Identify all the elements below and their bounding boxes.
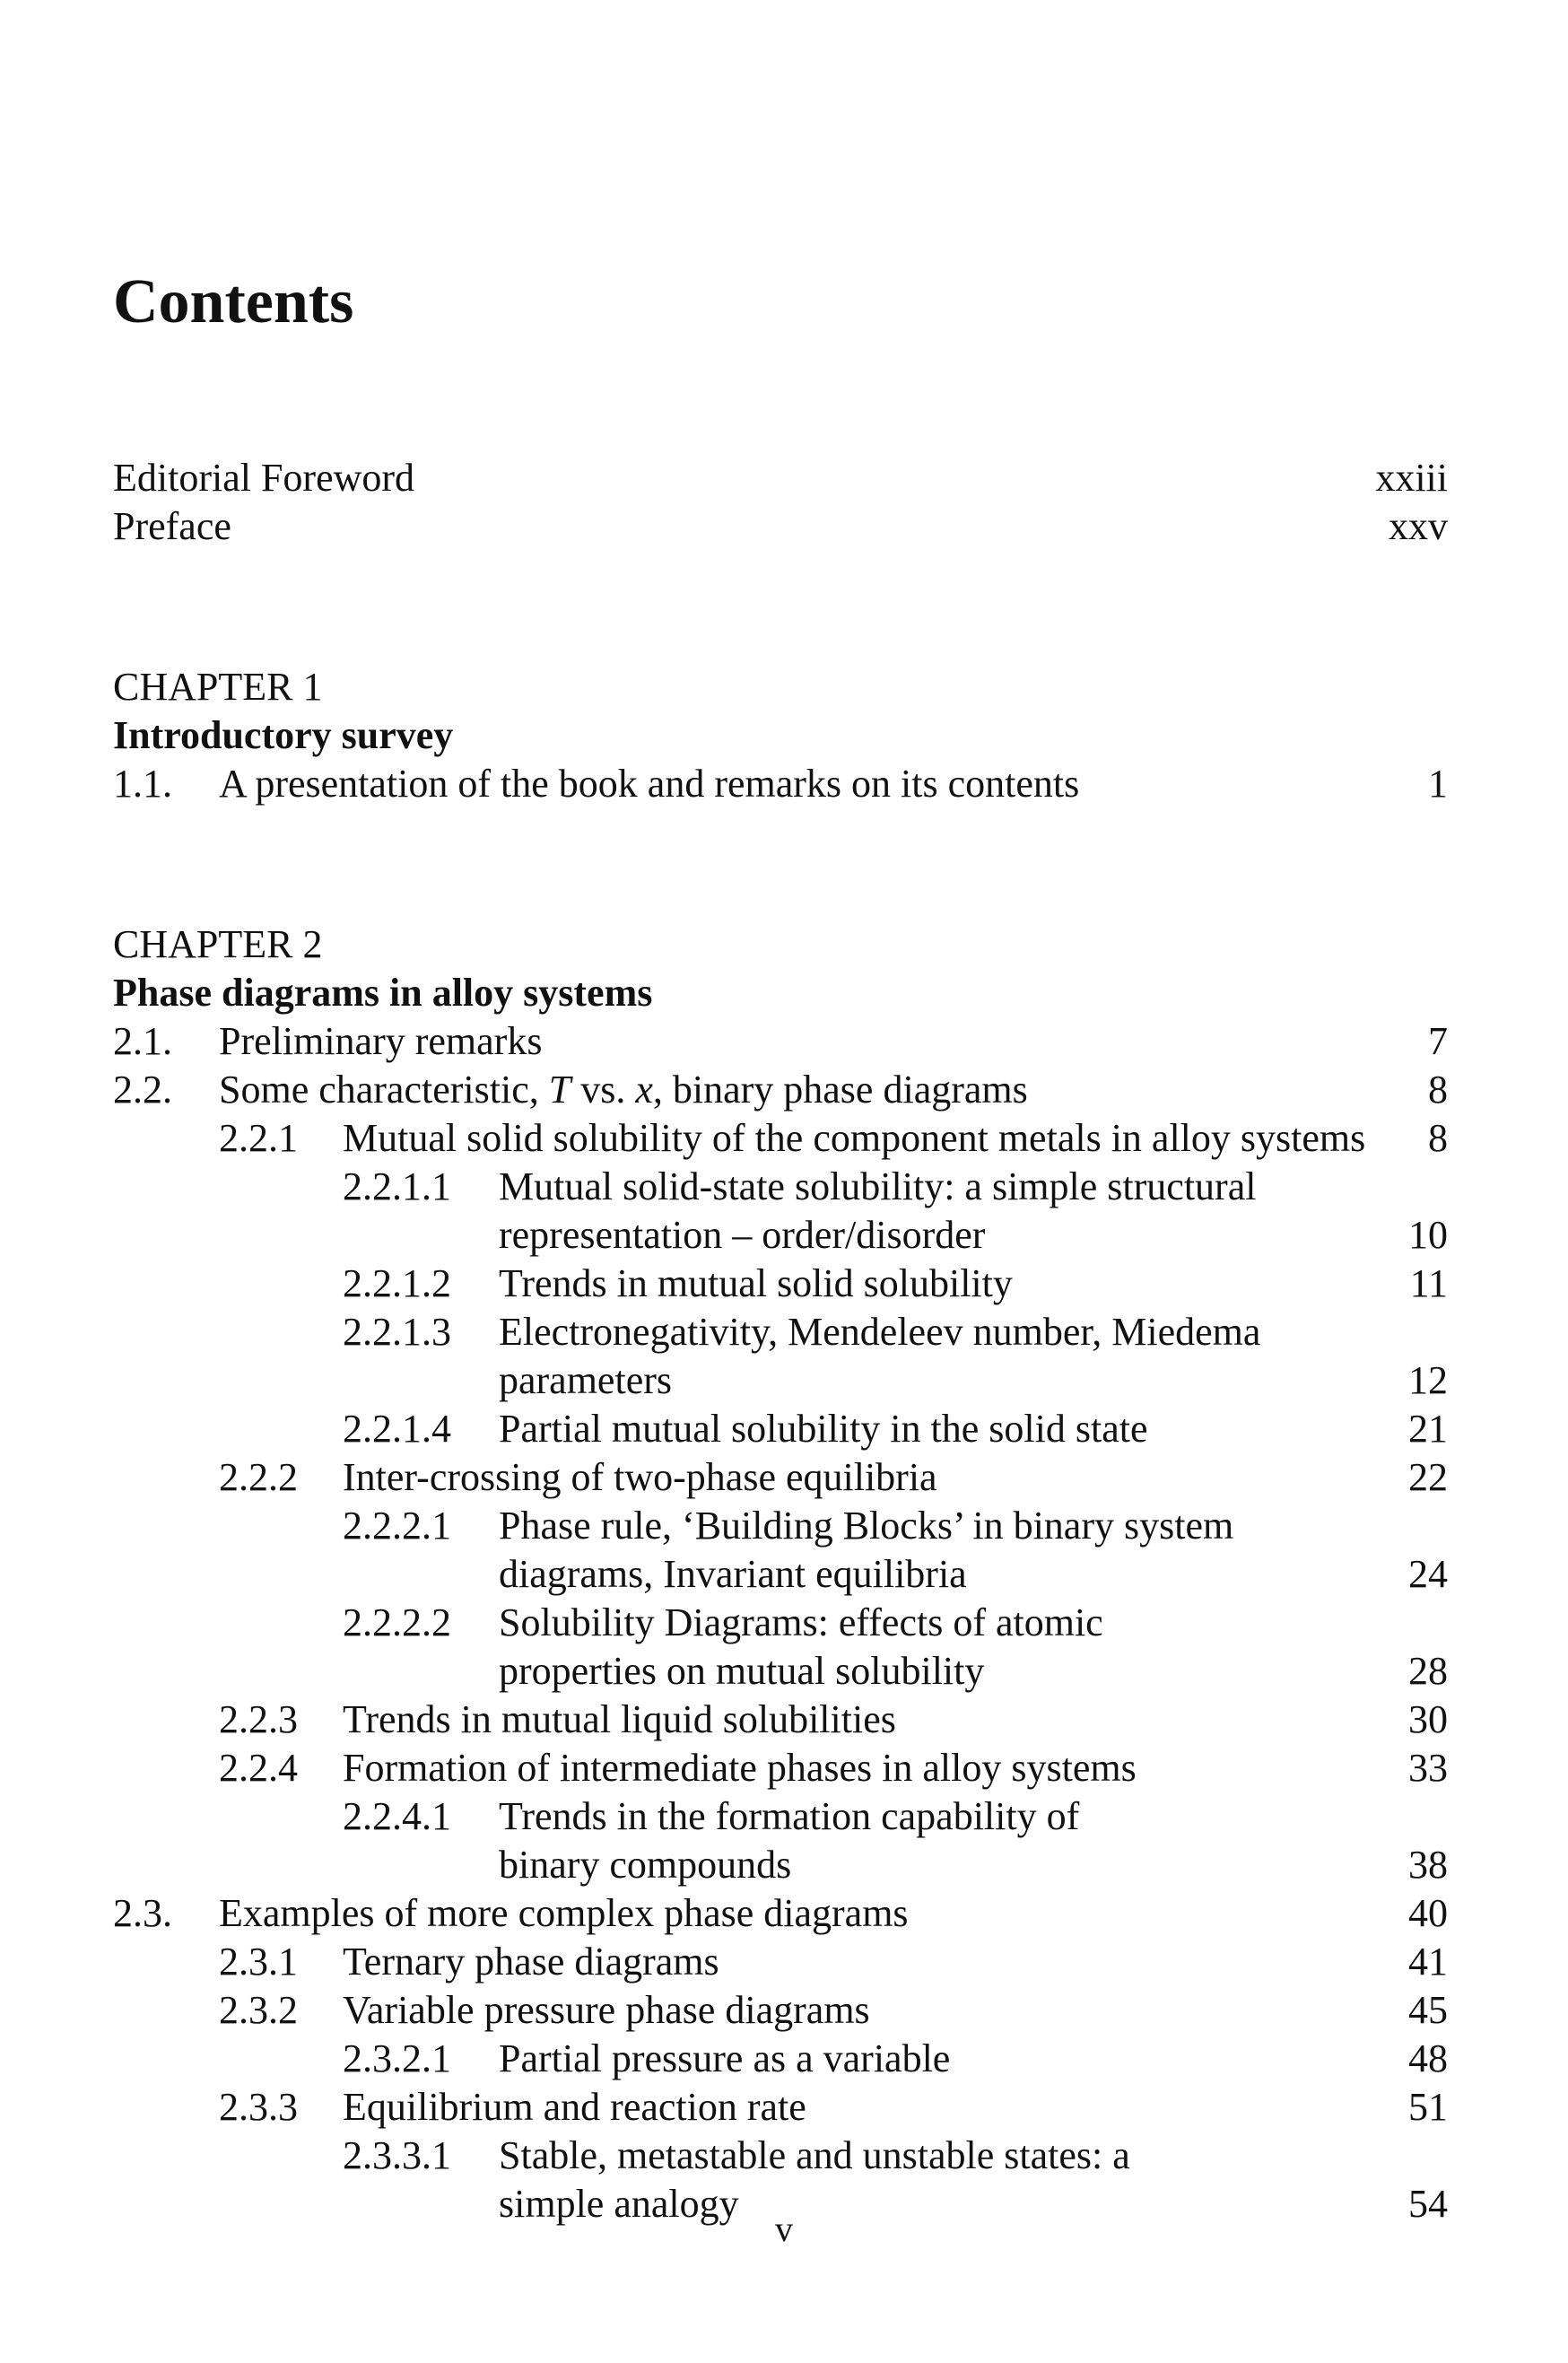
entry-number: 2.3.1 xyxy=(219,1940,298,1984)
chapter-2-title: Phase diagrams in alloy systems xyxy=(113,971,653,1015)
toc-entry-2-2[interactable] xyxy=(113,1066,1448,1114)
toc-entry-2-2-1-1-cont[interactable] xyxy=(113,1211,1448,1260)
toc-entry-2-2-4[interactable] xyxy=(113,1744,1448,1792)
entry-page: 48 xyxy=(1408,2036,1448,2080)
entry-title: Mutual solid solubility of the component metals in alloy systems xyxy=(343,1116,1366,1160)
toc-entry-2-3-2-1[interactable] xyxy=(113,2035,1448,2083)
entry-page: 1 xyxy=(1428,762,1448,806)
entry-page: 33 xyxy=(1408,1746,1448,1790)
entry-number: 2.3.3.1 xyxy=(343,2133,451,2177)
entry-page: 41 xyxy=(1408,1940,1448,1984)
entry-number: 1.1. xyxy=(113,762,172,806)
toc-entry-2-3-1[interactable] xyxy=(113,1938,1448,1986)
entry-number: 2.3.3 xyxy=(219,2085,298,2129)
entry-number: 2.2.2 xyxy=(219,1455,298,1499)
entry-title: Trends in mutual solid solubility xyxy=(499,1261,1013,1305)
toc-entry-2-3-3[interactable] xyxy=(113,2083,1448,2132)
entry-title: Preface xyxy=(113,504,231,548)
entry-page: 45 xyxy=(1408,1988,1448,2032)
entry-title-continued: diagrams, Invariant equilibria xyxy=(499,1552,967,1596)
entry-page: 7 xyxy=(1428,1019,1448,1063)
entry-number: 2.2.2.1 xyxy=(343,1504,451,1548)
entry-title: Trends in the formation capability of xyxy=(499,1794,1080,1838)
entry-title: Electronegativity, Mendeleev number, Miedema xyxy=(499,1310,1261,1354)
entry-title-continued: properties on mutual solubility xyxy=(499,1649,985,1693)
entry-page: xxiii xyxy=(1375,456,1448,500)
entry-title: Solubility Diagrams: effects of atomic xyxy=(499,1600,1103,1644)
entry-page: 8 xyxy=(1428,1068,1448,1112)
entry-page: 51 xyxy=(1408,2085,1448,2129)
entry-page: 38 xyxy=(1408,1843,1448,1887)
title-part: vs. xyxy=(571,1068,636,1112)
entry-title: Mutual solid-state solubility: a simple structural xyxy=(499,1164,1257,1208)
entry-title-continued: simple analogy xyxy=(499,2182,739,2226)
entry-title: Variable pressure phase diagrams xyxy=(343,1988,870,2032)
entry-number: 2.2.1.2 xyxy=(343,1261,451,1305)
toc-entry-2-2-1-3-cont[interactable] xyxy=(113,1356,1448,1405)
entry-number: 2.2.4 xyxy=(219,1746,298,1790)
title-var-x: x xyxy=(635,1068,653,1112)
entry-title: Phase rule, ‘Building Blocks’ in binary system xyxy=(499,1504,1234,1548)
entry-number: 2.2.1.4 xyxy=(343,1407,451,1451)
entry-page: 54 xyxy=(1408,2182,1448,2226)
toc-entry-2-2-2-1-cont[interactable] xyxy=(113,1550,1448,1599)
toc-entry-2-2-1-3[interactable] xyxy=(113,1308,1448,1356)
entry-title: Inter-crossing of two-phase equilibria xyxy=(343,1455,937,1499)
entry-title: Formation of intermediate phases in alloy systems xyxy=(343,1746,1137,1790)
chapter-1-title: Introductory survey xyxy=(113,713,454,757)
entry-number: 2.2.1 xyxy=(219,1116,298,1160)
toc-entry-preface[interactable] xyxy=(113,502,1448,551)
entry-number: 2.1. xyxy=(113,1019,172,1063)
toc-entry-2-2-3[interactable] xyxy=(113,1696,1448,1744)
page-folio: v xyxy=(775,2209,793,2249)
toc-entry-2-3-3-1[interactable] xyxy=(113,2132,1448,2180)
toc-entry-2-2-2-1[interactable] xyxy=(113,1502,1448,1550)
toc-entry-2-3-2[interactable] xyxy=(113,1986,1448,2035)
entry-title: A presentation of the book and remarks on its contents xyxy=(219,762,1080,806)
entry-title-continued: representation – order/disorder xyxy=(499,1213,986,1257)
entry-number: 2.2.1.3 xyxy=(343,1310,451,1354)
title-part: , binary phase diagrams xyxy=(652,1068,1028,1112)
entry-number: 2.2.2.2 xyxy=(343,1600,451,1644)
entry-page: xxv xyxy=(1389,504,1448,548)
entry-title: Trends in mutual liquid solubilities xyxy=(343,1697,896,1741)
entry-page: 10 xyxy=(1408,1213,1448,1257)
entry-page: 21 xyxy=(1408,1407,1448,1451)
entry-page: 28 xyxy=(1408,1649,1448,1693)
entry-title: Editorial Foreword xyxy=(113,456,415,500)
chapter-2-label: CHAPTER 2 xyxy=(113,922,323,966)
toc-entry-2-2-2-2-cont[interactable] xyxy=(113,1647,1448,1696)
entry-title: Partial mutual solubility in the solid state xyxy=(499,1407,1148,1451)
toc-entry-2-2-4-1-cont[interactable] xyxy=(113,1841,1448,1889)
toc-entry-1-1[interactable] xyxy=(113,760,1448,808)
entry-title: Stable, metastable and unstable states: a xyxy=(499,2133,1130,2177)
entry-number: 2.3.2 xyxy=(219,1988,298,2032)
page-title: Contents xyxy=(113,267,354,336)
entry-page: 11 xyxy=(1409,1261,1448,1305)
entry-title: Ternary phase diagrams xyxy=(343,1940,719,1984)
toc-entry-2-2-1[interactable] xyxy=(113,1114,1448,1163)
toc-entry-2-2-4-1[interactable] xyxy=(113,1792,1448,1841)
toc-entry-2-2-1-1[interactable] xyxy=(113,1163,1448,1211)
toc-entry-2-3[interactable] xyxy=(113,1889,1448,1938)
title-part: Some characteristic, xyxy=(219,1068,549,1112)
entry-page: 40 xyxy=(1408,1891,1448,1935)
entry-number: 2.3.2.1 xyxy=(343,2036,451,2080)
entry-title: Equilibrium and reaction rate xyxy=(343,2085,806,2129)
toc-entry-editorial-foreword[interactable] xyxy=(113,454,1448,502)
toc-entry-2-2-2-2[interactable] xyxy=(113,1599,1448,1647)
entry-page: 12 xyxy=(1408,1358,1448,1402)
entry-title: Partial pressure as a variable xyxy=(499,2036,951,2080)
entry-page: 24 xyxy=(1408,1552,1448,1596)
entry-number: 2.2.4.1 xyxy=(343,1794,451,1838)
entry-number: 2.2.3 xyxy=(219,1697,298,1741)
toc-entry-2-2-1-2[interactable] xyxy=(113,1260,1448,1308)
entry-title xyxy=(219,1066,1428,1114)
toc-entry-2-2-2[interactable] xyxy=(113,1453,1448,1502)
entry-number: 2.3. xyxy=(113,1891,172,1935)
title-var-t: T xyxy=(548,1068,571,1112)
entry-title-continued: parameters xyxy=(499,1358,672,1402)
table-of-contents xyxy=(113,454,1448,2228)
entry-page: 22 xyxy=(1408,1455,1448,1499)
entry-page: 8 xyxy=(1428,1116,1448,1160)
entry-title-continued: binary compounds xyxy=(499,1843,792,1887)
entry-page: 30 xyxy=(1408,1697,1448,1741)
entry-title: Preliminary remarks xyxy=(219,1019,543,1063)
entry-number: 2.2.1.1 xyxy=(343,1164,451,1208)
toc-entry-2-2-1-4[interactable] xyxy=(113,1405,1448,1453)
entry-number: 2.2. xyxy=(113,1068,172,1112)
toc-entry-2-1[interactable] xyxy=(113,1017,1448,1066)
entry-title: Examples of more complex phase diagrams xyxy=(219,1891,909,1935)
chapter-1-label: CHAPTER 1 xyxy=(113,665,323,709)
